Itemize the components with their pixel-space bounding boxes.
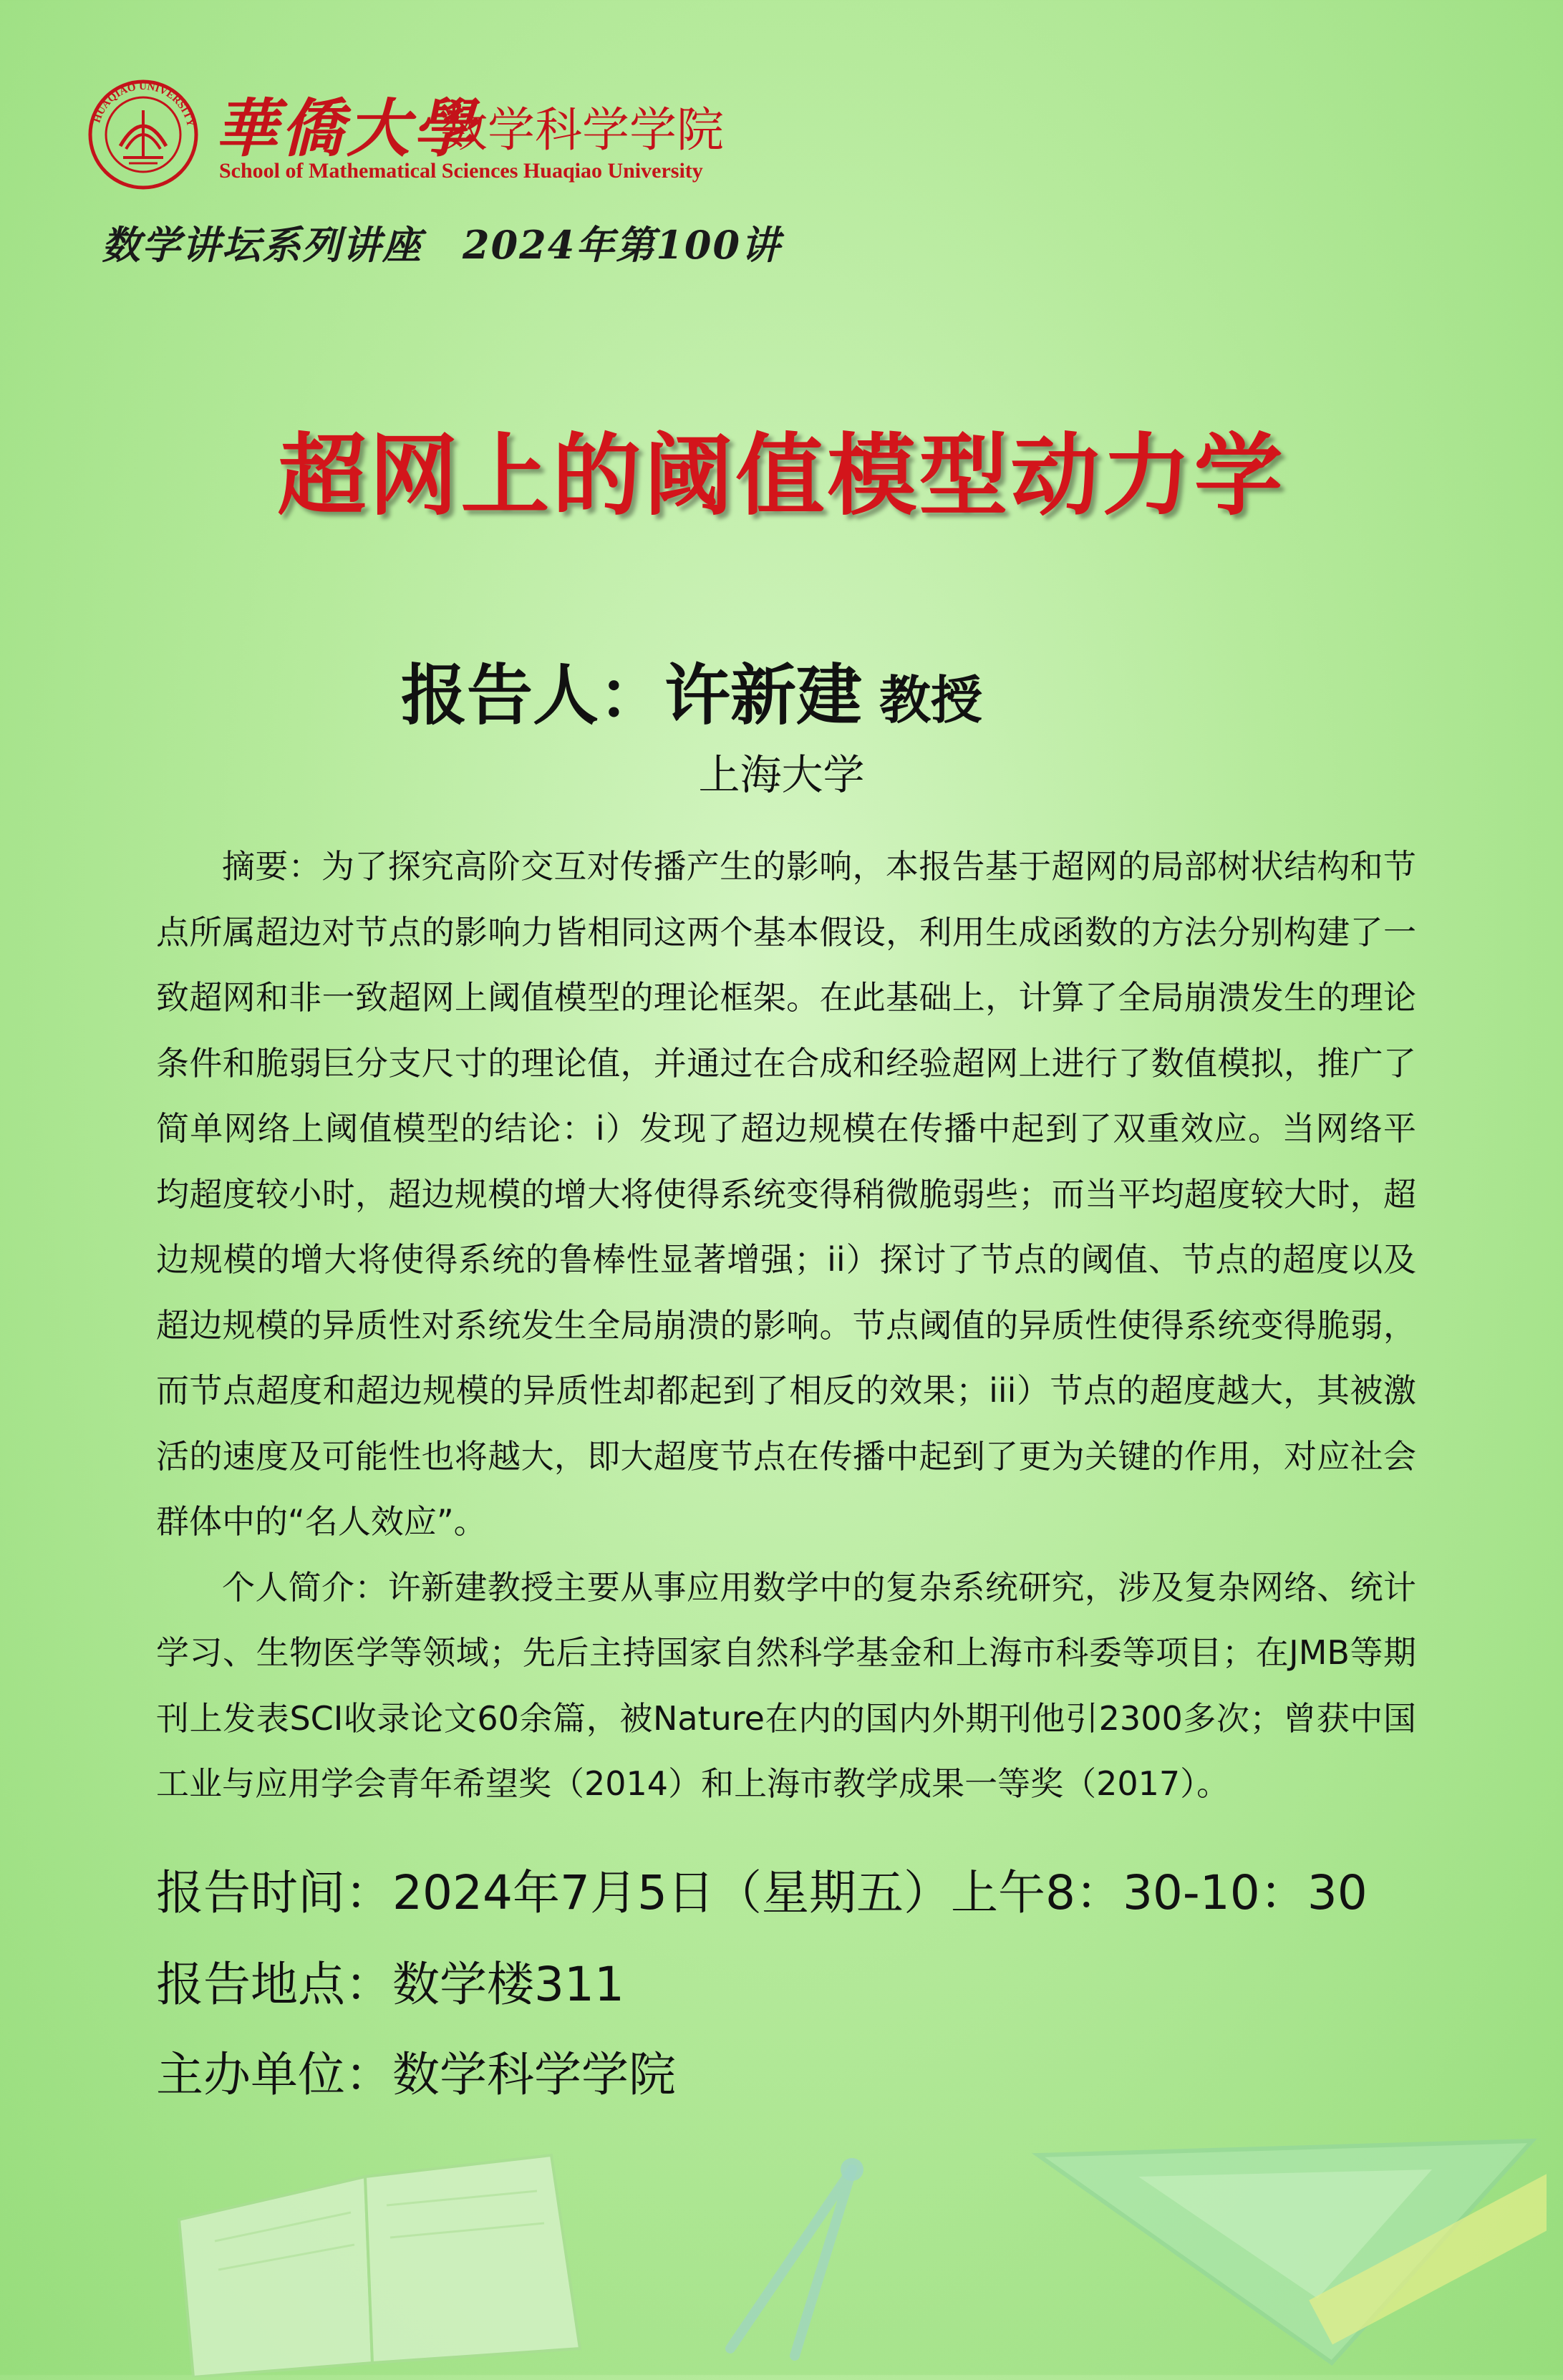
talk-description (156, 834, 1416, 1817)
lecture-series: 数学讲坛系列讲座 2024年第100讲 (102, 222, 782, 268)
compass-icon (687, 2141, 902, 2370)
speaker-affiliation: 上海大学 (698, 750, 865, 799)
set-square-ruler-icon (1031, 2098, 1547, 2370)
bio-paragraph: 个人简介：许新建教授主要从事应用数学中的复杂系统研究，涉及复杂网络、统计学习、生物医学等领域；先后主持国家自然科学基金和上海市科委等项目；在JMB等期刊上发表SCI收录论文60余篇，被Nature在内的国内外期刊他引2300多次；曾获中国工业与应用学会青年希望奖（2014）和上海市教学成果一等奖（2017）。 (156, 1567, 1416, 1803)
talk-host: 主办单位：数学科学学院 (156, 2047, 676, 2102)
university-logo-icon (86, 77, 200, 192)
school-name-cn: 数学科学学院 (440, 102, 724, 158)
talk-location: 报告地点：数学楼311 (156, 1957, 624, 2012)
open-book-icon (150, 2076, 594, 2377)
speaker-line (401, 643, 982, 737)
speaker-name: 报告人：许新建 (401, 657, 863, 734)
university-name-cn: 華僑大學 (215, 91, 479, 165)
school-name-en: School of Mathematical Sciences Huaqiao University (219, 159, 703, 183)
speaker-rank: 教授 (879, 670, 983, 730)
logo-ring-text: HUAQIAO UNIVERSITY (91, 80, 197, 128)
talk-title: 超网上的阈值模型动力学 (277, 425, 1286, 528)
talk-time: 报告时间：2024年7月5日（星期五）上午8：30-10：30 (156, 1865, 1368, 1920)
abstract-paragraph: 摘要：为了探究高阶交互对传播产生的影响，本报告基于超网的局部树状结构和节点所属超边对节点的影响力皆相同这两个基本假设，利用生成函数的方法分别构建了一致超网和非一致超网上阈值模型的理论框架。在此基础上，计算了全局崩溃发生的理论条件和脆弱巨分支尺寸的理论值，并通过在合成和经验超网上进行了数值模拟，推广了简单网络上阈值模型的结论：i）发现了超边规模在传播中起到了双重效应。当网络平均超度较小时，超边规模的增大将使得系统变得稍微脆弱些；而当平均超度较大时，超边规模的增大将使得系统的鲁棒性显著增强；ii）探讨了节点的阈值、节点的超度以及超边规模的异质性对系统发生全局崩溃的影响。节点阈值的异质性使得系统变得脆弱，而节点超度和超边规模的异质性却都起到了相反的效果；iii）节点的超度越大，其被激活的速度及可能性也将越大，即大超度节点在传播中起到了更为关键的作用，对应社会群体中的“名人效应”。 (156, 847, 1416, 1541)
